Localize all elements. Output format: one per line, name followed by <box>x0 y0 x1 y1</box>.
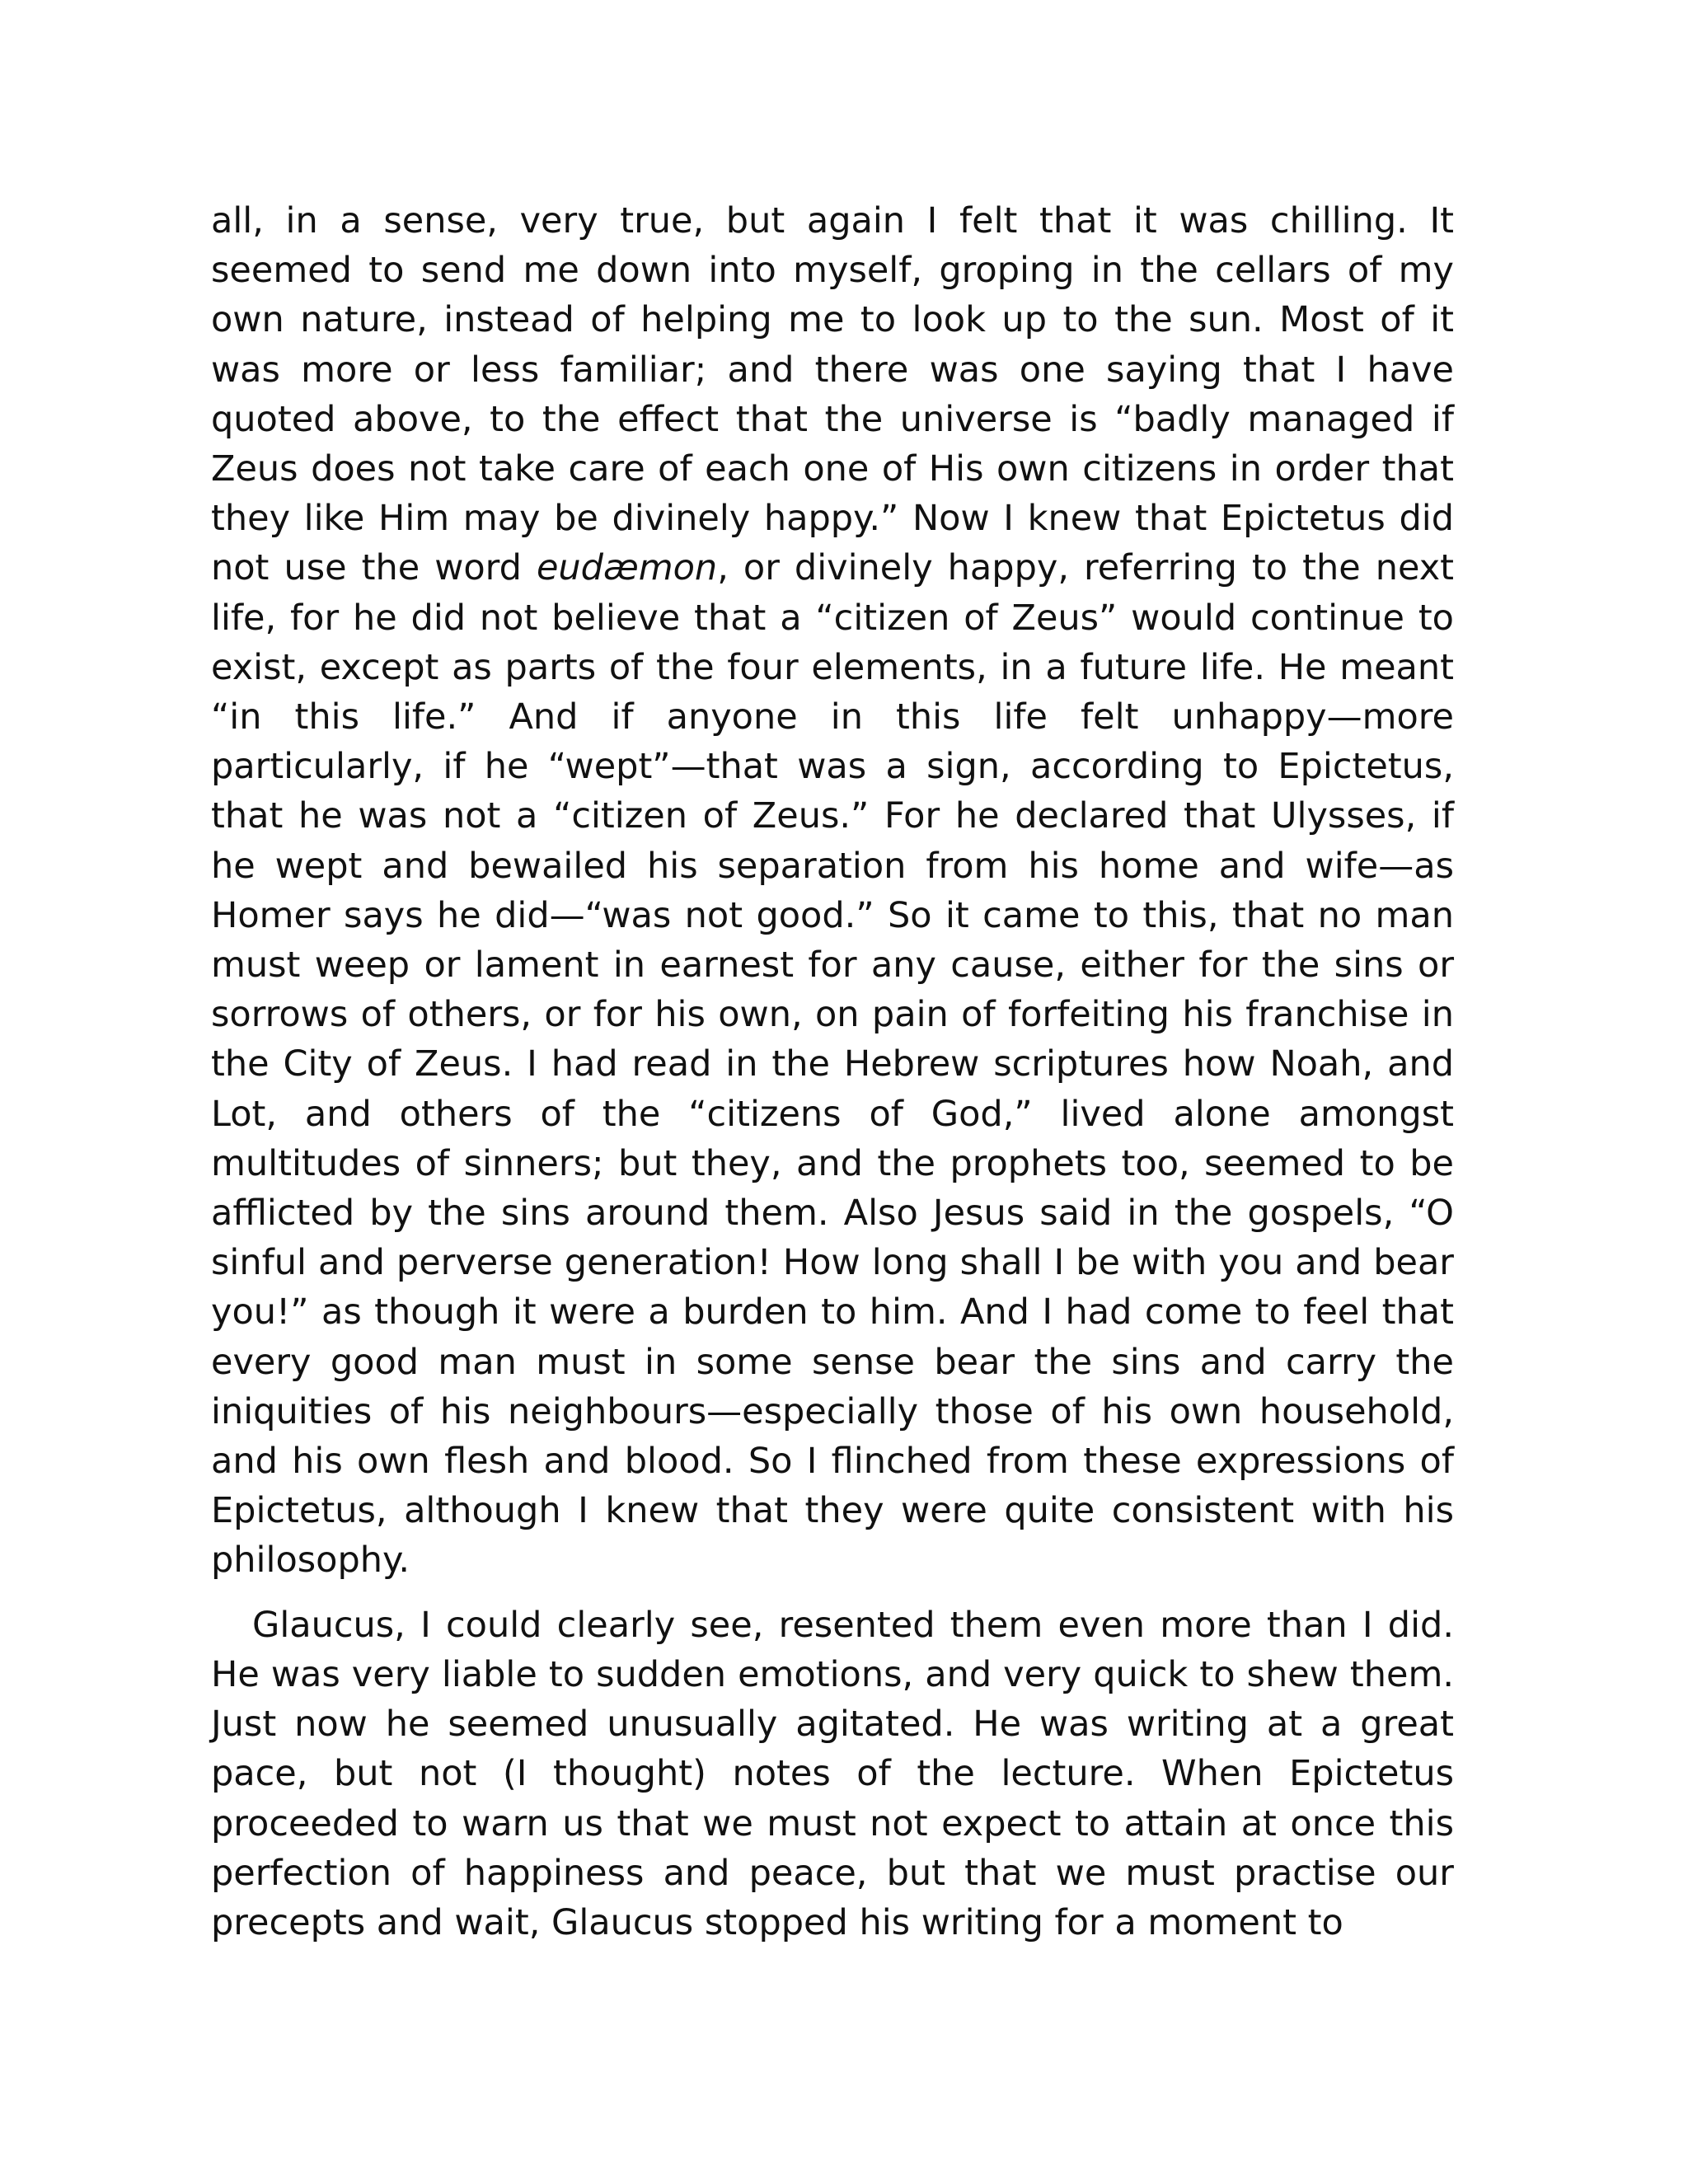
paragraph-1-italic-word: eudæmon <box>536 547 718 589</box>
paragraph-2: Glaucus, I could clearly see, resented them even more than I did. He was very liable to sudden emotions, and very quick to shew them. Just now he seemed unusually agitated. He was writing at a great pace, but not (I thought) notes of the lecture. When Epictetus proceeded to warn us that we must not expect to attain at once this perfection of happiness and peace, but that we must practise our precepts and wait, Glaucus stopped his writing for a moment to <box>211 1604 1454 1943</box>
page-body <box>211 196 1454 1947</box>
paragraph-1 <box>211 196 1454 1586</box>
paragraph-1-text-a: all, in a sense, very true, but again I felt that it was chilling. It seemed to send me down into myself, groping in the cellars of my own nature, instead of helping me to look up to the sun. Most of it was more or less familiar; and there was one saying that I have quoted above, to the effect that the universe is “badly managed if Zeus does not take care of each one of His own citizens in order that they like Him may be divinely happy.” Now I knew that Epictetus did not use the word <box>211 200 1454 589</box>
paragraph-1-text-b: , or divinely happy, referring to the next life, for he did not believe that a “citizen of Zeus” would continue to exist, except as parts of the four elements, in a future life. He meant “in this life.” And if anyone in this life felt unhappy—more particularly, if he “wept”—that was a sign, according to Epictetus, that he was not a “citizen of Zeus.” For he declared that Ulysses, if he wept and bewailed his separation from his home and wife—as Homer says he did—“was not good.” So it came to this, that no man must weep or lament in earnest for any cause, either for the sins or sorrows of others, or for his own, on pain of forfeiting his franchise in the City of Zeus. I had read in the Hebrew scriptures how Noah, and Lot, and others of the “citizens of God,” lived alone amongst multitudes of sinners; but they, and the prophets too, seemed to be afflicted by the sins around them. Also Jesus said in the gospels, “O sinful and perverse generation! How long shall I be with you and bear you!” as though it were a burden to him. And I had come to feel that every good man must in some sense bear the sins and carry the iniquities of his neighbours—especially those of his own household, and his own flesh and blood. So I flinched from these expressions of Epictetus, although I knew that they were quite consistent with his philosophy. <box>211 547 1454 1582</box>
